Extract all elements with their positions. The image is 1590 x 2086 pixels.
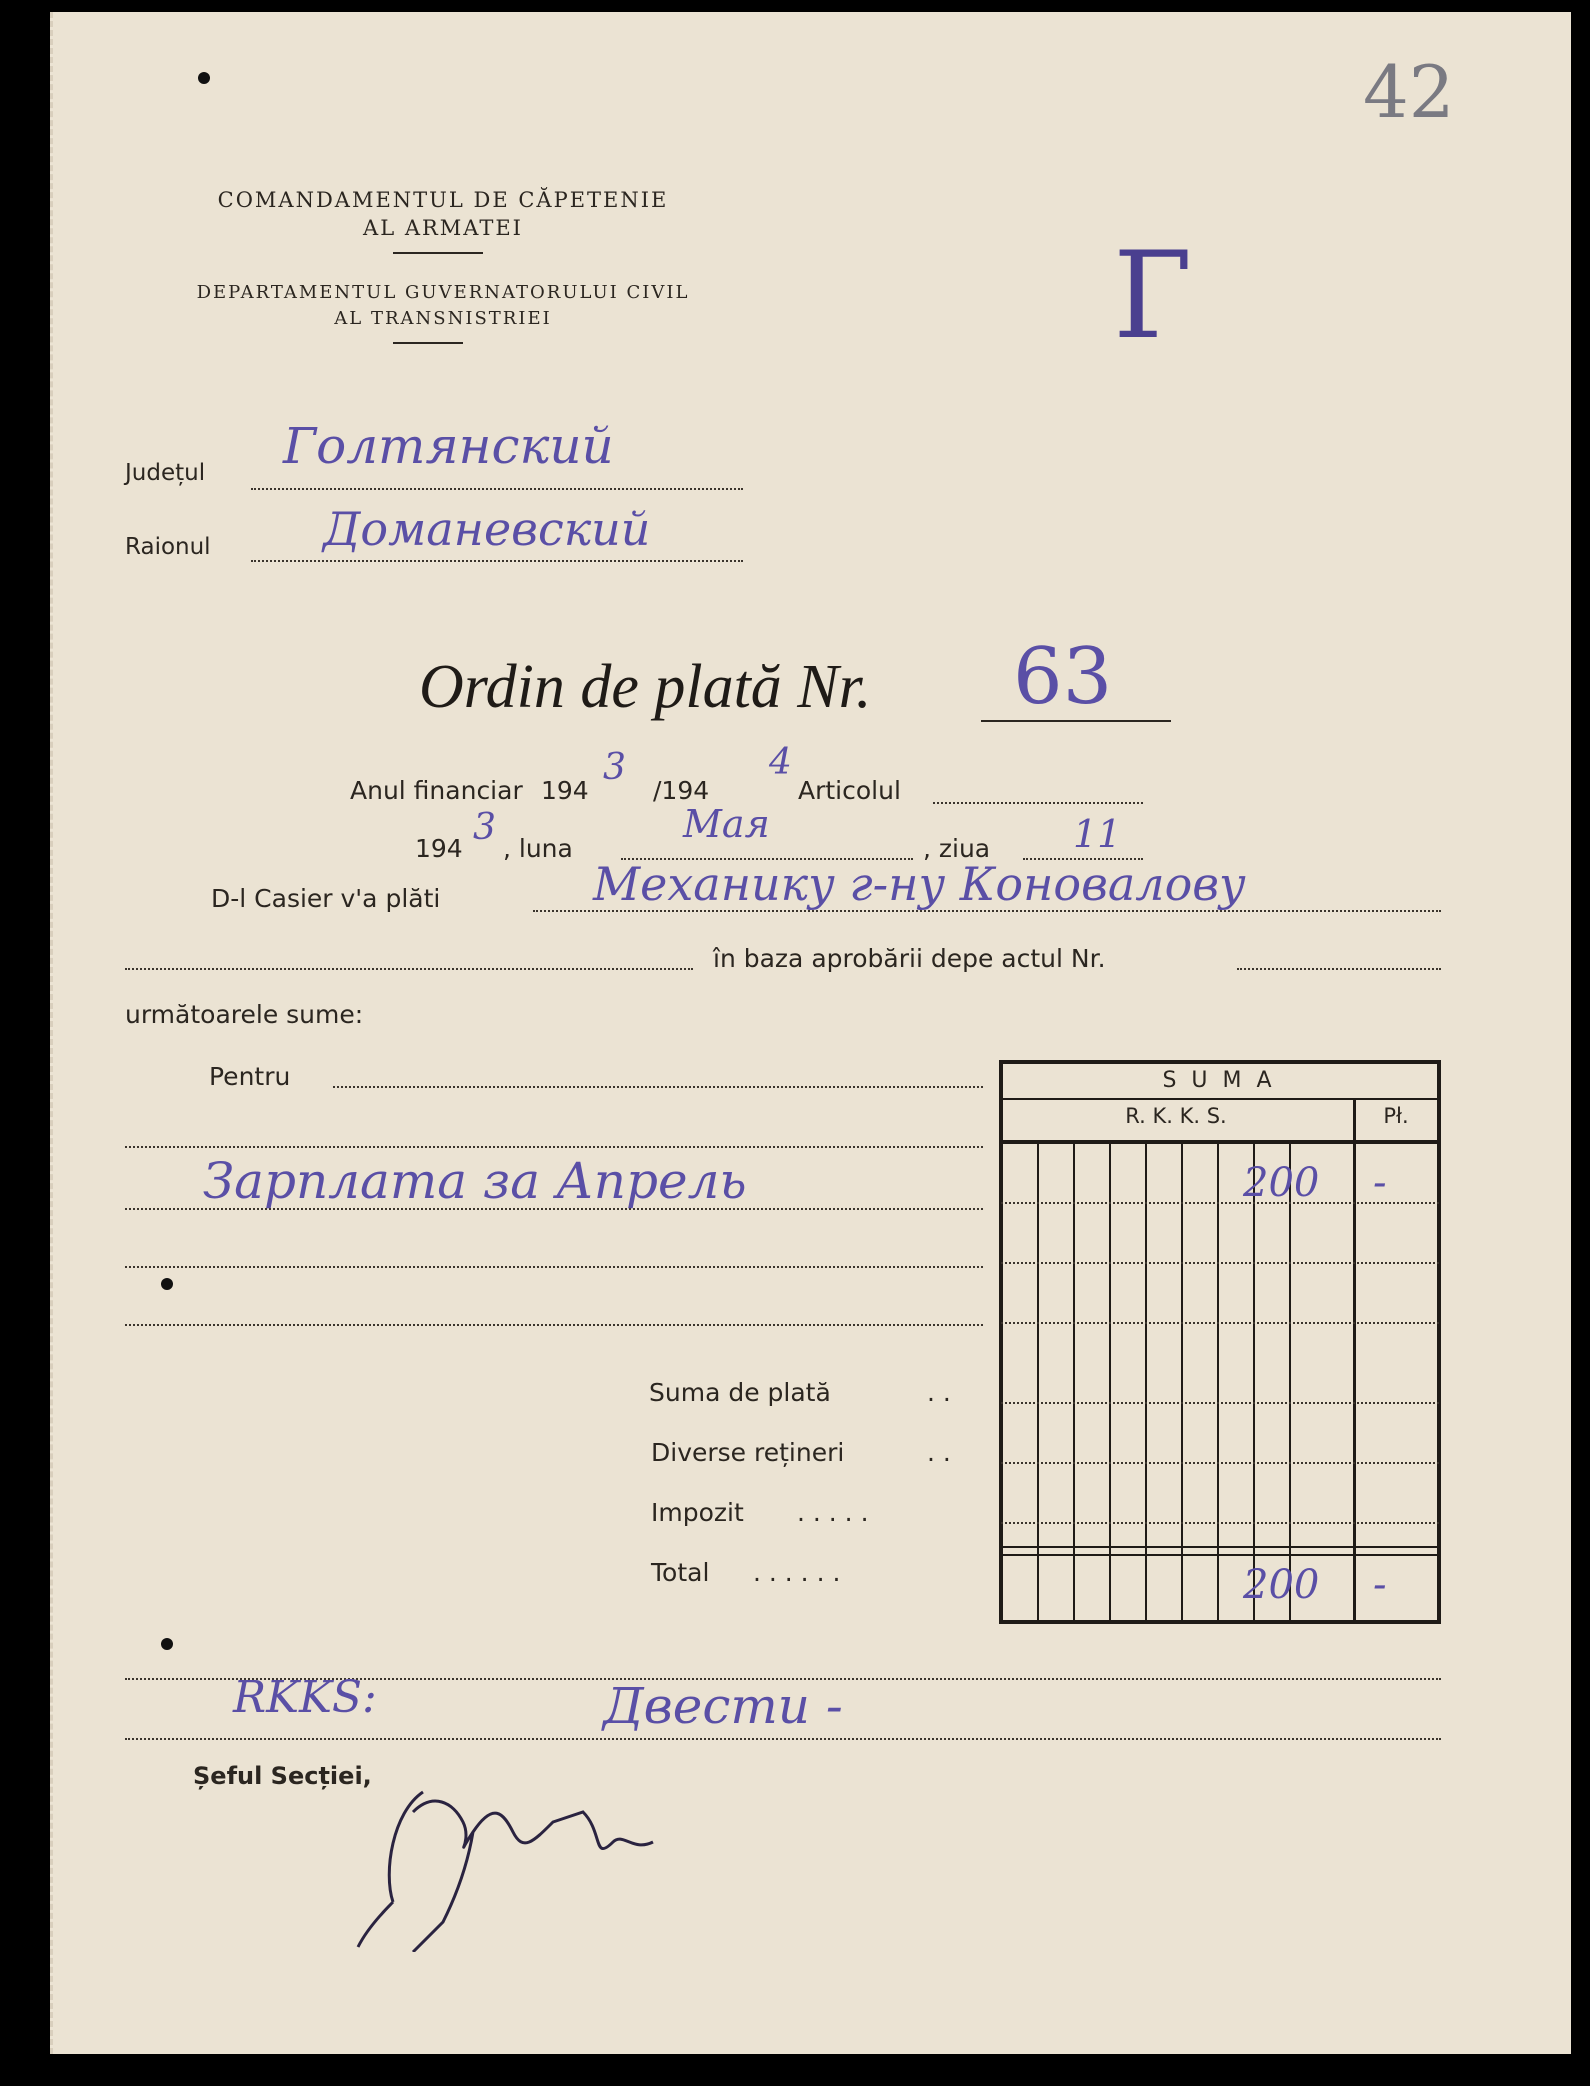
luna-label: , luna bbox=[503, 834, 573, 863]
header-line-4: AL TRANSNISTRIEI bbox=[334, 308, 552, 329]
aprobare-line-right bbox=[1237, 968, 1441, 970]
judetul-value: Голтянский bbox=[283, 417, 614, 475]
raionul-value: Доманевский bbox=[323, 502, 651, 556]
diverse-retineri-label: Diverse rețineri bbox=[651, 1438, 845, 1467]
header-divider bbox=[393, 342, 463, 344]
document-title: Ordin de plată Nr. bbox=[419, 653, 872, 721]
words-line bbox=[125, 1738, 1441, 1740]
suma-col-pl: Pł. bbox=[1383, 1104, 1409, 1128]
pentru-label: Pentru bbox=[209, 1062, 291, 1091]
aprobare-line-left bbox=[125, 968, 693, 970]
ziua-label: , ziua bbox=[923, 834, 991, 863]
pentru-line bbox=[125, 1146, 983, 1148]
judetul-label: Județul bbox=[125, 460, 206, 486]
aprobare-label: în baza aprobării depe actul Nr. bbox=[713, 944, 1106, 973]
casier-label: D-l Casier v'a plăti bbox=[211, 884, 441, 913]
punch-hole bbox=[161, 1638, 173, 1650]
leader-dots: . . . . . bbox=[797, 1498, 869, 1527]
words-currency: RKKS: bbox=[233, 1672, 377, 1723]
suma-total-value: 200 bbox=[1243, 1562, 1320, 1608]
articolul-line bbox=[933, 802, 1143, 804]
financial-year-prefix: 194 bbox=[541, 776, 589, 805]
signature bbox=[353, 1752, 693, 1952]
pentru-line bbox=[125, 1208, 983, 1210]
pentru-value: Зарплата за Апрель bbox=[203, 1152, 747, 1210]
suma-total-pl: - bbox=[1373, 1562, 1387, 1608]
handwritten-mark: Г bbox=[1113, 227, 1193, 366]
financial-year-label: Anul financiar bbox=[350, 776, 523, 805]
suma-col-rkks: R. K. K. S. bbox=[1125, 1104, 1227, 1128]
sef-label: Șeful Secției, bbox=[193, 1762, 372, 1790]
casier-value: Механику г-ну Коновалову bbox=[593, 857, 1246, 911]
header-line-3: DEPARTAMENTUL GUVERNATORULUI CIVIL bbox=[196, 282, 690, 303]
leader-dots: . . bbox=[927, 1378, 951, 1407]
financial-year-1: 3 bbox=[603, 747, 626, 788]
impozit-label: Impozit bbox=[651, 1498, 744, 1527]
luna-value: Мая bbox=[683, 802, 770, 846]
urmatoarele-label: următoarele sume: bbox=[125, 1000, 364, 1029]
suma-title: S U M A bbox=[1162, 1068, 1276, 1093]
date-year: 3 bbox=[473, 807, 496, 848]
raionul-line bbox=[251, 560, 743, 562]
order-number: 63 bbox=[1013, 632, 1113, 722]
ziua-value: 11 bbox=[1073, 812, 1122, 856]
header-divider bbox=[393, 252, 483, 254]
articolul-label: Articolul bbox=[798, 776, 901, 805]
page-number: 42 bbox=[1363, 50, 1455, 134]
words-amount: Двести - bbox=[603, 1677, 843, 1735]
document-page bbox=[50, 12, 1571, 2054]
financial-year-2: 4 bbox=[769, 742, 792, 783]
date-year-prefix: 194 bbox=[415, 834, 463, 863]
punch-hole bbox=[161, 1278, 173, 1290]
header-line-1: COMANDAMENTUL DE CĂPETENIE bbox=[217, 188, 669, 212]
raionul-label: Raionul bbox=[125, 534, 211, 560]
leader-dots: . . bbox=[927, 1438, 951, 1467]
suma-row1-value: 200 bbox=[1243, 1160, 1320, 1206]
total-label: Total bbox=[651, 1558, 710, 1587]
financial-year-separator: /194 bbox=[653, 776, 710, 805]
suma-row1-pl: - bbox=[1373, 1160, 1387, 1206]
pentru-line bbox=[333, 1086, 983, 1088]
leader-dots: . . . . . . bbox=[753, 1558, 841, 1587]
pentru-line bbox=[125, 1324, 983, 1326]
pentru-line bbox=[125, 1266, 983, 1268]
judetul-line bbox=[251, 488, 743, 490]
suma-de-plata-label: Suma de plată bbox=[649, 1378, 831, 1407]
header-line-2: AL ARMATEI bbox=[363, 216, 523, 240]
punch-hole bbox=[198, 72, 210, 84]
